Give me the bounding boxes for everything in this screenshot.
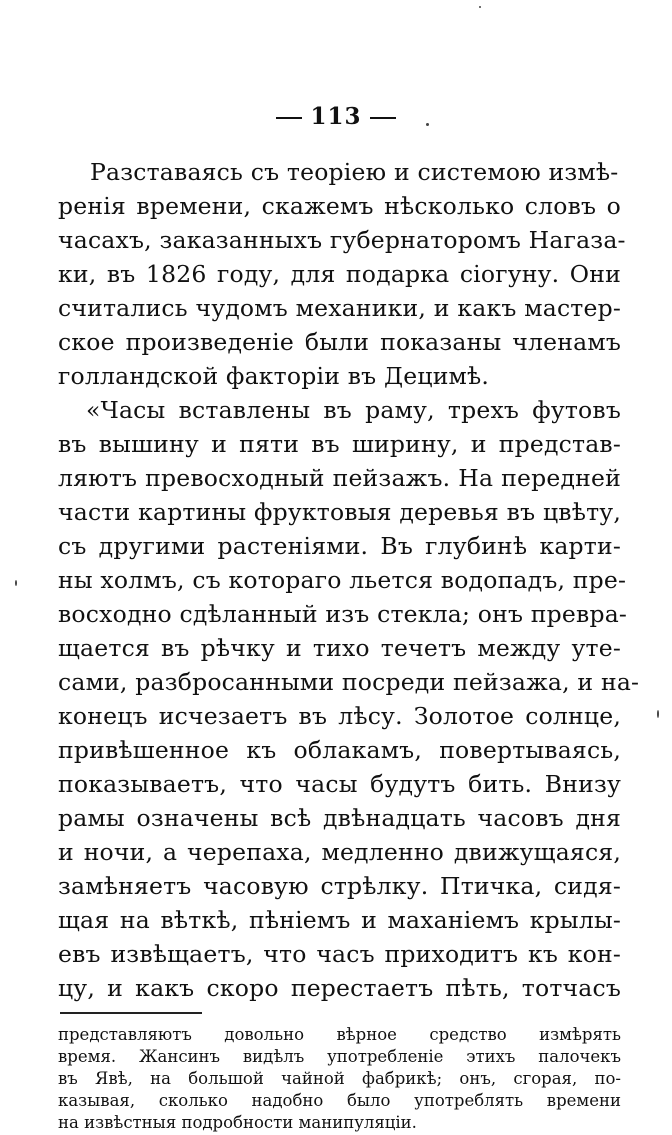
page-number: 113 — [310, 103, 362, 130]
body-line: ны холмъ, съ котораго льется водопадъ, пре- — [58, 566, 627, 594]
body-line: сами, разбросанными посреди пейзажа, и на- — [58, 668, 640, 696]
body-line: часахъ, заказанныхъ губернаторомъ Нагаза- — [58, 226, 626, 254]
body-line: голландской факторіи въ Децимѣ. — [58, 362, 490, 390]
body-line: рамы означены всѣ двѣнадцать часовъ дня — [58, 804, 621, 832]
footnote-line: представляютъ довольно вѣрное средство измѣрять — [58, 1025, 621, 1044]
body-line: евъ извѣщаетъ, что часъ приходитъ къ кон- — [58, 940, 621, 968]
body-line: ренія времени, скажемъ нѣсколько словъ о — [58, 192, 621, 220]
footnote-line: казывая, сколько надобно было употреблять времени — [58, 1091, 621, 1110]
body-line: щается въ рѣчку и тихо течетъ между уте- — [58, 634, 621, 662]
body-line: Разставаясь съ теоріею и системою измѣ- — [90, 158, 619, 186]
body-line: показываетъ, что часы будутъ бить. Внизу — [58, 770, 621, 798]
paper-speck — [426, 123, 429, 126]
body-line: съ другими растеніями. Въ глубинѣ карти- — [58, 532, 621, 560]
body-line: «Часы вставлены въ раму, трехъ футовъ — [86, 396, 621, 424]
body-line: и ночи, а черепаха, медленно движущаяся, — [58, 838, 621, 866]
footnote-line: время. Жансинъ видѣлъ употребленіе этихъ палочекъ — [58, 1047, 621, 1066]
body-line: считались чудомъ механики, и какъ мастер- — [58, 294, 621, 322]
body-line: привѣшенное къ облакамъ, повертываясь, — [58, 736, 621, 764]
body-line: въ вышину и пяти въ ширину, и представ- — [58, 430, 621, 458]
body-line: ки, въ 1826 году, для подарка сіогуну. Они — [58, 260, 621, 288]
page-number-header — [0, 103, 672, 130]
body-line: конецъ исчезаетъ въ лѣсу. Золотое солнце, — [58, 702, 621, 730]
footnote-line: на извѣстныя подробности манипуляціи. — [58, 1113, 417, 1132]
body-line: ское произведеніе были показаны членамъ — [58, 328, 621, 356]
body-line: щая на вѣткѣ, пѣніемъ и маханіемъ крылы- — [58, 906, 621, 934]
paper-speck — [657, 710, 659, 718]
body-line: цу, и какъ скоро перестаетъ пѣть, тотчасъ — [58, 974, 621, 1002]
paper-speck — [479, 6, 481, 8]
body-line: замѣняетъ часовую стрѣлку. Птичка, сидя- — [58, 872, 621, 900]
body-line: части картины фруктовыя деревья въ цвѣту, — [58, 498, 621, 526]
paper-speck — [15, 580, 17, 586]
footnote-separator — [60, 1012, 202, 1014]
body-line: ляютъ превосходный пейзажъ. На передней — [58, 464, 621, 492]
footnote-line: въ Явѣ, на большой чайной фабрикѣ; онъ, сгорая, по- — [58, 1069, 621, 1088]
right-dash — [370, 117, 396, 119]
left-dash — [276, 117, 302, 119]
body-line: восходно сдѣланный изъ стекла; онъ превра- — [58, 600, 628, 628]
